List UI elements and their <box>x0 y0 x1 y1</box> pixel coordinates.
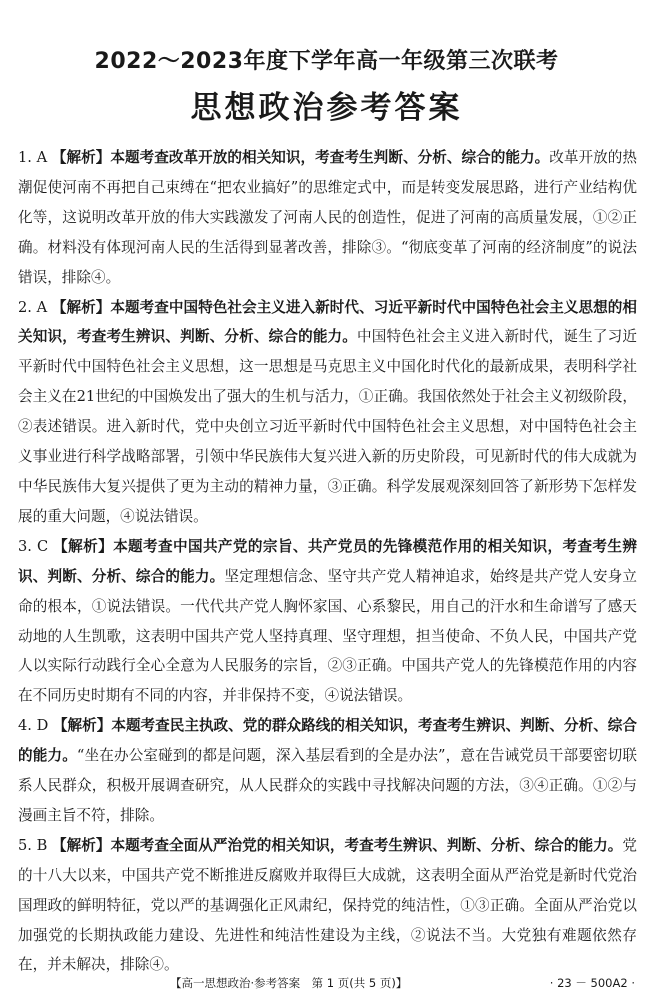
answer-number: 4. D <box>18 717 49 735</box>
answer-number: 2. A <box>18 298 48 316</box>
footer-page-info: 【高一思想政治·参考答案 第 1 页(共 5 页)】 <box>170 976 408 990</box>
answer-item-1 <box>18 143 637 293</box>
analysis-tag: 【解析】 <box>53 537 114 555</box>
answer-number: 3. C <box>18 537 49 555</box>
analysis-tag: 【解析】 <box>52 836 111 854</box>
answer-item-4 <box>18 711 637 831</box>
answer-list <box>18 143 637 980</box>
analysis-lead: 本题考查改革开放的相关知识，考查考生判断、分析、综合的能力。 <box>110 149 550 166</box>
answer-item-2 <box>18 293 637 532</box>
analysis-lead: 本题考查中国共产党的宗旨、共产党员的先锋模范作用的相关知识，考查考生辨识、判断、分析、综合的能力。 <box>18 537 637 585</box>
analysis-lead: 本题考查中国特色社会主义进入新时代、习近平新时代中国特色社会主义思想的相关知识，考查考生辨识、判断、分析、综合的能力。 <box>18 298 637 346</box>
answer-item-5 <box>18 831 637 981</box>
analysis-lead: 本题考查民主执政、党的群众路线的相关知识，考查考生辨识、判断、分析、综合的能力。 <box>18 717 637 765</box>
analysis-tag: 【解析】 <box>52 717 112 735</box>
analysis-body: 坚定理想信念、坚守共产党人精神追求，始终是共产党人安身立命的根本，①说法错误。一代代共产党人胸怀家国、心系黎民，用自己的汗水和生命谱写了感天动地的人生凯歌，这表明中国共产党人坚持真理、坚守理想，担当使命、不负人民，中国共产党人以实际行动践行全心全意为人民服务的宗旨，②③正确。中国共产党人的先锋模范作用的内容在不同历史时期有不同的内容，并非保持不变，④说法错误。 <box>18 567 637 705</box>
footer-exam-code: · 23 － 500A2 · <box>549 976 635 990</box>
page-footer <box>0 971 653 997</box>
answer-key-title: 思想政治参考答案 <box>190 90 463 126</box>
analysis-tag: 【解析】 <box>51 149 111 166</box>
answer-number: 1. A <box>18 149 48 166</box>
analysis-lead: 本题考查全面从严治党的相关知识，考查考生辨识、判断、分析、综合的能力。 <box>110 836 623 854</box>
analysis-body: 党的十八大以来，中国共产党不断推进反腐败并取得巨大成就，这表明全面从严治党是新时代党治国理政的鲜明特征，党以严的基调强化正风肃纪，保持党的纯洁性，①③正确。全面从严治党以加强党的长期执政能力建设、先进性和纯洁性建设为主线，②说法不当。大党独有难题依然存在，并未解决，排除④。 <box>18 836 637 974</box>
analysis-body: “坐在办公室碰到的都是问题，深入基层看到的全是办法”，意在告诫党员干部要密切联系人民群众，积极开展调查研究，从人民群众的实践中寻找解决问题的方法，③④正确。①②与漫画主旨不符，排除。 <box>18 747 637 824</box>
analysis-tag: 【解析】 <box>51 298 111 316</box>
answer-number: 5. B <box>18 836 48 854</box>
analysis-body: 中国特色社会主义进入新时代，诞生了习近平新时代中国特色社会主义思想，这一思想是马克思主义中国化时代化的最新成果，表明科学社会主义在21世纪的中国焕发出了强大的生机与活力，①正确。我国依然处于社会主义初级阶段，②表述错误。进入新时代，党中央创立习近平新时代中国特色社会主义思想，对中国特色社会主义事业进行科学战略部署，引领中华民族伟大复兴进入新的历史阶段，可见新时代的伟大成就为中华民族伟大复兴提供了更为主动的精神力量，③正确。科学发展观深刻回答了新形势下怎样发展的重大问题，④说法错误。 <box>18 328 637 525</box>
answer-item-3 <box>18 532 637 711</box>
exam-title: 2022～2023年度下学年高一年级第三次联考 <box>94 49 559 74</box>
analysis-body: 改革开放的热潮促使河南不再把自己束缚在“把农业搞好”的思维定式中，而是转变发展思路，进行产业结构优化等，这说明改革开放的伟大实践激发了河南人民的创造性，促进了河南的高质量发展，①②正确。材料没有体现河南人民的生活得到显著改善，排除③。“彻底变革了河南的经济制度”的说法错误，排除④。 <box>18 149 637 286</box>
